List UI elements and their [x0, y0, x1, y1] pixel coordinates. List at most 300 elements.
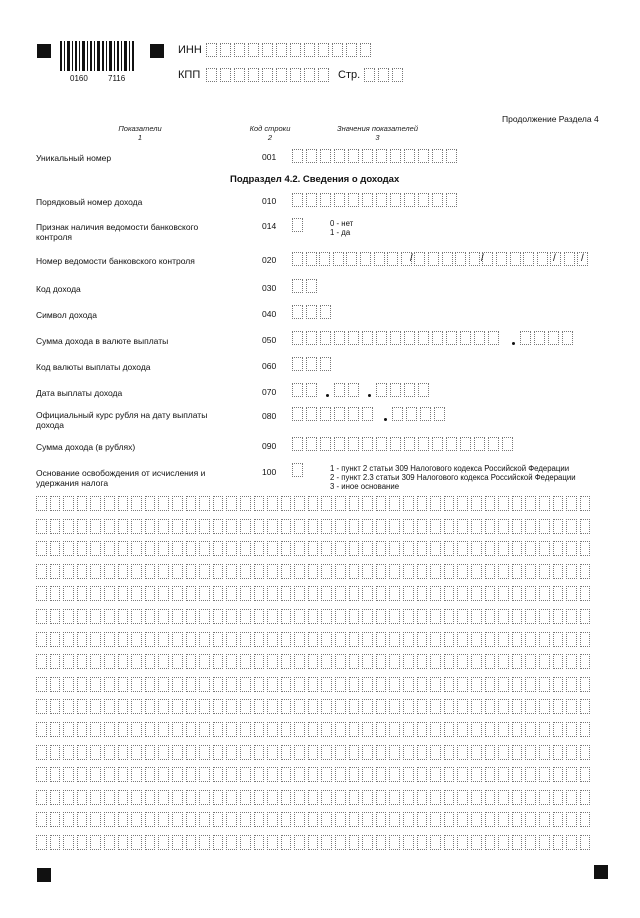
grid-cell[interactable]	[267, 632, 278, 647]
grid-cell[interactable]	[471, 722, 482, 737]
grid-cell[interactable]	[430, 496, 441, 511]
grid-cell[interactable]	[77, 790, 88, 805]
grid-cell[interactable]	[213, 496, 224, 511]
grid-cell[interactable]	[240, 586, 251, 601]
grid-cell[interactable]	[186, 790, 197, 805]
grid-cell[interactable]	[240, 677, 251, 692]
grid-cell[interactable]	[553, 496, 564, 511]
grid-cell[interactable]	[104, 564, 115, 579]
grid-cell[interactable]	[362, 745, 373, 760]
grid-cell[interactable]	[131, 790, 142, 805]
grid-cell[interactable]	[321, 586, 332, 601]
grid-cell[interactable]	[308, 745, 319, 760]
grid-cell[interactable]	[376, 609, 387, 624]
grid-cell[interactable]	[512, 767, 523, 782]
grid-cell[interactable]	[63, 564, 74, 579]
grid-cell[interactable]	[553, 835, 564, 850]
grid-cell[interactable]	[457, 812, 468, 827]
grid-cell[interactable]	[430, 654, 441, 669]
grid-cell[interactable]	[389, 632, 400, 647]
grid-cell[interactable]	[471, 767, 482, 782]
grid-cell[interactable]	[118, 519, 129, 534]
grid-cell[interactable]	[294, 496, 305, 511]
grid-cell[interactable]	[512, 790, 523, 805]
grid-cell[interactable]	[145, 790, 156, 805]
grid-cell[interactable]	[444, 496, 455, 511]
grid-cell[interactable]	[294, 564, 305, 579]
grid-cell[interactable]	[389, 722, 400, 737]
grid-cell[interactable]	[444, 519, 455, 534]
grid-cell[interactable]	[335, 519, 346, 534]
grid-cell[interactable]	[90, 519, 101, 534]
grid-row[interactable]	[36, 496, 590, 511]
grid-cell[interactable]	[512, 699, 523, 714]
grid-cell[interactable]	[213, 699, 224, 714]
row-050-fraction-cells[interactable]	[520, 331, 573, 345]
grid-cell[interactable]	[118, 722, 129, 737]
grid-cell[interactable]	[254, 722, 265, 737]
grid-cell[interactable]	[485, 609, 496, 624]
grid-cell[interactable]	[77, 767, 88, 782]
grid-cell[interactable]	[199, 790, 210, 805]
grid-cell[interactable]	[240, 745, 251, 760]
grid-cell[interactable]	[539, 835, 550, 850]
grid-cell[interactable]	[321, 745, 332, 760]
grid-cell[interactable]	[172, 519, 183, 534]
grid-cell[interactable]	[362, 835, 373, 850]
grid-cell[interactable]	[145, 496, 156, 511]
grid-cell[interactable]	[498, 745, 509, 760]
grid-cell[interactable]	[539, 790, 550, 805]
grid-cell[interactable]	[267, 677, 278, 692]
grid-cell[interactable]	[199, 745, 210, 760]
grid-cell[interactable]	[512, 745, 523, 760]
grid-cell[interactable]	[145, 767, 156, 782]
grid-cell[interactable]	[186, 722, 197, 737]
grid-cell[interactable]	[471, 677, 482, 692]
grid-cell[interactable]	[444, 767, 455, 782]
grid-cell[interactable]	[77, 632, 88, 647]
grid-cell[interactable]	[417, 564, 428, 579]
grid-cell[interactable]	[566, 699, 577, 714]
grid-cell[interactable]	[145, 586, 156, 601]
grid-cell[interactable]	[308, 722, 319, 737]
grid-cell[interactable]	[50, 519, 61, 534]
grid-cell[interactable]	[172, 541, 183, 556]
grid-cell[interactable]	[512, 564, 523, 579]
grid-cell[interactable]	[213, 767, 224, 782]
grid-cell[interactable]	[240, 541, 251, 556]
grid-cell[interactable]	[444, 790, 455, 805]
grid-cell[interactable]	[417, 812, 428, 827]
grid-cell[interactable]	[349, 496, 360, 511]
grid-cell[interactable]	[118, 699, 129, 714]
grid-cell[interactable]	[389, 767, 400, 782]
grid-cell[interactable]	[158, 564, 169, 579]
grid-cell[interactable]	[403, 541, 414, 556]
grid-cell[interactable]	[498, 541, 509, 556]
grid-cell[interactable]	[145, 632, 156, 647]
grid-cell[interactable]	[281, 609, 292, 624]
grid-cell[interactable]	[335, 677, 346, 692]
row-070-day-cells[interactable]	[292, 383, 317, 397]
grid-cell[interactable]	[50, 632, 61, 647]
grid-cell[interactable]	[349, 564, 360, 579]
grid-cell[interactable]	[145, 812, 156, 827]
grid-cell[interactable]	[77, 722, 88, 737]
grid-cell[interactable]	[308, 609, 319, 624]
grid-cell[interactable]	[118, 745, 129, 760]
grid-cell[interactable]	[553, 564, 564, 579]
grid-cell[interactable]	[172, 496, 183, 511]
grid-cell[interactable]	[254, 541, 265, 556]
grid-cell[interactable]	[172, 790, 183, 805]
grid-cell[interactable]	[580, 564, 591, 579]
grid-cell[interactable]	[471, 745, 482, 760]
grid-cell[interactable]	[213, 835, 224, 850]
grid-cell[interactable]	[294, 586, 305, 601]
grid-cell[interactable]	[199, 586, 210, 601]
grid-cell[interactable]	[267, 835, 278, 850]
grid-cell[interactable]	[308, 812, 319, 827]
grid-cell[interactable]	[349, 677, 360, 692]
grid-row[interactable]	[36, 812, 590, 827]
grid-cell[interactable]	[417, 632, 428, 647]
grid-cell[interactable]	[512, 586, 523, 601]
grid-cell[interactable]	[457, 677, 468, 692]
grid-cell[interactable]	[539, 609, 550, 624]
grid-cell[interactable]	[566, 835, 577, 850]
grid-cell[interactable]	[553, 586, 564, 601]
grid-cell[interactable]	[525, 745, 536, 760]
grid-cell[interactable]	[308, 790, 319, 805]
grid-cell[interactable]	[63, 699, 74, 714]
grid-cell[interactable]	[512, 677, 523, 692]
grid-cell[interactable]	[199, 496, 210, 511]
grid-cell[interactable]	[118, 496, 129, 511]
grid-cell[interactable]	[50, 699, 61, 714]
grid-cell[interactable]	[512, 722, 523, 737]
grid-cell[interactable]	[131, 609, 142, 624]
grid-row[interactable]	[36, 722, 590, 737]
grid-cell[interactable]	[498, 632, 509, 647]
grid-cell[interactable]	[77, 677, 88, 692]
grid-cell[interactable]	[308, 654, 319, 669]
grid-cell[interactable]	[77, 835, 88, 850]
grid-cell[interactable]	[226, 496, 237, 511]
grid-cell[interactable]	[444, 677, 455, 692]
grid-cell[interactable]	[362, 519, 373, 534]
grid-cell[interactable]	[444, 632, 455, 647]
grid-cell[interactable]	[172, 632, 183, 647]
grid-cell[interactable]	[90, 745, 101, 760]
grid-cell[interactable]	[118, 677, 129, 692]
grid-cell[interactable]	[417, 745, 428, 760]
grid-cell[interactable]	[539, 654, 550, 669]
grid-cell[interactable]	[512, 496, 523, 511]
grid-cell[interactable]	[226, 835, 237, 850]
grid-cell[interactable]	[63, 632, 74, 647]
grid-cell[interactable]	[389, 541, 400, 556]
grid-cell[interactable]	[485, 812, 496, 827]
grid-cell[interactable]	[226, 541, 237, 556]
grid-cell[interactable]	[580, 835, 591, 850]
grid-cell[interactable]	[104, 586, 115, 601]
grid-cell[interactable]	[512, 541, 523, 556]
grid-cell[interactable]	[50, 586, 61, 601]
grid-cell[interactable]	[389, 790, 400, 805]
grid-cell[interactable]	[118, 835, 129, 850]
grid-cell[interactable]	[417, 722, 428, 737]
grid-cell[interactable]	[90, 790, 101, 805]
grid-cell[interactable]	[226, 722, 237, 737]
grid-row[interactable]	[36, 541, 590, 556]
grid-cell[interactable]	[158, 632, 169, 647]
grid-cell[interactable]	[267, 767, 278, 782]
grid-cell[interactable]	[104, 632, 115, 647]
grid-cell[interactable]	[63, 722, 74, 737]
grid-cell[interactable]	[267, 496, 278, 511]
grid-cell[interactable]	[213, 541, 224, 556]
grid-cell[interactable]	[498, 722, 509, 737]
grid-cell[interactable]	[430, 790, 441, 805]
grid-cell[interactable]	[457, 790, 468, 805]
grid-cell[interactable]	[36, 835, 47, 850]
grid-cell[interactable]	[240, 654, 251, 669]
grid-cell[interactable]	[294, 677, 305, 692]
grid-cell[interactable]	[321, 541, 332, 556]
grid-cell[interactable]	[457, 632, 468, 647]
grid-cell[interactable]	[553, 632, 564, 647]
grid-cell[interactable]	[539, 541, 550, 556]
grid-cell[interactable]	[90, 564, 101, 579]
grid-cell[interactable]	[36, 699, 47, 714]
grid-cell[interactable]	[281, 564, 292, 579]
grid-cell[interactable]	[444, 541, 455, 556]
grid-cell[interactable]	[403, 609, 414, 624]
grid-cell[interactable]	[104, 699, 115, 714]
grid-cell[interactable]	[403, 812, 414, 827]
grid-cell[interactable]	[158, 812, 169, 827]
grid-cell[interactable]	[50, 496, 61, 511]
grid-cell[interactable]	[525, 835, 536, 850]
row-050-cells[interactable]	[292, 331, 499, 345]
grid-cell[interactable]	[417, 699, 428, 714]
grid-cell[interactable]	[63, 790, 74, 805]
grid-cell[interactable]	[254, 677, 265, 692]
grid-cell[interactable]	[335, 632, 346, 647]
grid-cell[interactable]	[36, 541, 47, 556]
grid-cell[interactable]	[267, 541, 278, 556]
grid-cell[interactable]	[294, 767, 305, 782]
grid-cell[interactable]	[362, 586, 373, 601]
grid-cell[interactable]	[580, 586, 591, 601]
grid-cell[interactable]	[63, 541, 74, 556]
grid-cell[interactable]	[580, 609, 591, 624]
grid-cell[interactable]	[498, 835, 509, 850]
grid-cell[interactable]	[512, 812, 523, 827]
grid-cell[interactable]	[131, 745, 142, 760]
grid-cell[interactable]	[471, 835, 482, 850]
grid-cell[interactable]	[498, 496, 509, 511]
grid-cell[interactable]	[50, 564, 61, 579]
grid-cell[interactable]	[104, 677, 115, 692]
grid-cell[interactable]	[267, 609, 278, 624]
grid-cell[interactable]	[430, 835, 441, 850]
row-080-fraction-cells[interactable]	[392, 407, 445, 421]
grid-cell[interactable]	[145, 677, 156, 692]
grid-cell[interactable]	[580, 790, 591, 805]
grid-cell[interactable]	[525, 677, 536, 692]
grid-cell[interactable]	[254, 586, 265, 601]
grid-cell[interactable]	[90, 722, 101, 737]
grid-cell[interactable]	[172, 564, 183, 579]
grid-cell[interactable]	[525, 767, 536, 782]
grid-cell[interactable]	[539, 722, 550, 737]
grid-cell[interactable]	[566, 496, 577, 511]
grid-cell[interactable]	[430, 519, 441, 534]
grid-cell[interactable]	[321, 835, 332, 850]
grid-cell[interactable]	[525, 699, 536, 714]
grid-cell[interactable]	[172, 609, 183, 624]
grid-row[interactable]	[36, 609, 590, 624]
grid-cell[interactable]	[90, 632, 101, 647]
grid-cell[interactable]	[294, 790, 305, 805]
grid-cell[interactable]	[566, 654, 577, 669]
grid-cell[interactable]	[335, 496, 346, 511]
grid-cell[interactable]	[267, 654, 278, 669]
grid-cell[interactable]	[50, 677, 61, 692]
grid-cell[interactable]	[362, 722, 373, 737]
grid-cell[interactable]	[308, 767, 319, 782]
grid-cell[interactable]	[213, 586, 224, 601]
grid-cell[interactable]	[172, 767, 183, 782]
grid-cell[interactable]	[294, 722, 305, 737]
grid-cell[interactable]	[77, 586, 88, 601]
grid-cell[interactable]	[50, 835, 61, 850]
grid-row[interactable]	[36, 632, 590, 647]
grid-cell[interactable]	[158, 722, 169, 737]
grid-cell[interactable]	[321, 722, 332, 737]
grid-cell[interactable]	[226, 632, 237, 647]
grid-cell[interactable]	[267, 564, 278, 579]
grid-cell[interactable]	[186, 632, 197, 647]
grid-cell[interactable]	[308, 541, 319, 556]
grid-cell[interactable]	[240, 632, 251, 647]
grid-cell[interactable]	[145, 699, 156, 714]
grid-cell[interactable]	[294, 745, 305, 760]
grid-cell[interactable]	[199, 767, 210, 782]
grid-cell[interactable]	[36, 812, 47, 827]
grid-cell[interactable]	[553, 677, 564, 692]
grid-cell[interactable]	[566, 745, 577, 760]
grid-cell[interactable]	[321, 609, 332, 624]
grid-cell[interactable]	[36, 586, 47, 601]
grid-cell[interactable]	[321, 519, 332, 534]
grid-cell[interactable]	[131, 586, 142, 601]
grid-cell[interactable]	[240, 519, 251, 534]
grid-cell[interactable]	[457, 564, 468, 579]
grid-cell[interactable]	[294, 699, 305, 714]
grid-cell[interactable]	[349, 790, 360, 805]
grid-cell[interactable]	[281, 835, 292, 850]
grid-cell[interactable]	[240, 812, 251, 827]
grid-cell[interactable]	[403, 564, 414, 579]
grid-cell[interactable]	[172, 699, 183, 714]
grid-cell[interactable]	[281, 586, 292, 601]
grid-cell[interactable]	[457, 519, 468, 534]
grid-cell[interactable]	[457, 609, 468, 624]
grid-cell[interactable]	[90, 699, 101, 714]
grid-cell[interactable]	[580, 541, 591, 556]
grid-cell[interactable]	[362, 496, 373, 511]
grid-cell[interactable]	[104, 519, 115, 534]
row-040-cells[interactable]	[292, 305, 331, 319]
grid-cell[interactable]	[226, 677, 237, 692]
grid-cell[interactable]	[525, 632, 536, 647]
grid-cell[interactable]	[50, 609, 61, 624]
grid-cell[interactable]	[321, 767, 332, 782]
grid-cell[interactable]	[512, 835, 523, 850]
grid-cell[interactable]	[403, 722, 414, 737]
grid-cell[interactable]	[226, 699, 237, 714]
grid-cell[interactable]	[158, 541, 169, 556]
grid-cell[interactable]	[566, 812, 577, 827]
grid-cell[interactable]	[485, 496, 496, 511]
grid-cell[interactable]	[444, 654, 455, 669]
grid-cell[interactable]	[349, 722, 360, 737]
grid-cell[interactable]	[580, 496, 591, 511]
grid-cell[interactable]	[308, 835, 319, 850]
grid-cell[interactable]	[403, 586, 414, 601]
grid-cell[interactable]	[376, 812, 387, 827]
grid-cell[interactable]	[36, 767, 47, 782]
grid-cell[interactable]	[321, 654, 332, 669]
grid-cell[interactable]	[213, 722, 224, 737]
grid-cell[interactable]	[104, 812, 115, 827]
grid-cell[interactable]	[158, 790, 169, 805]
grid-cell[interactable]	[63, 654, 74, 669]
grid-cell[interactable]	[566, 767, 577, 782]
grid-cell[interactable]	[512, 654, 523, 669]
grid-cell[interactable]	[376, 745, 387, 760]
grid-cell[interactable]	[485, 699, 496, 714]
kpp-cells[interactable]	[206, 68, 329, 82]
grid-cell[interactable]	[471, 632, 482, 647]
grid-cell[interactable]	[417, 496, 428, 511]
grid-cell[interactable]	[498, 677, 509, 692]
grid-cell[interactable]	[580, 519, 591, 534]
grid-cell[interactable]	[158, 767, 169, 782]
grid-cell[interactable]	[444, 564, 455, 579]
grid-cell[interactable]	[444, 745, 455, 760]
grid-cell[interactable]	[118, 564, 129, 579]
grid-cell[interactable]	[281, 654, 292, 669]
grid-cell[interactable]	[213, 609, 224, 624]
grid-cell[interactable]	[525, 564, 536, 579]
grid-cell[interactable]	[281, 767, 292, 782]
grid-cell[interactable]	[186, 609, 197, 624]
grid-cell[interactable]	[430, 609, 441, 624]
row-010-cells[interactable]	[292, 193, 457, 207]
grid-cell[interactable]	[553, 722, 564, 737]
grid-cell[interactable]	[172, 745, 183, 760]
grid-cell[interactable]	[36, 654, 47, 669]
grid-cell[interactable]	[104, 541, 115, 556]
grid-cell[interactable]	[335, 812, 346, 827]
grid-cell[interactable]	[417, 519, 428, 534]
grid-cell[interactable]	[376, 835, 387, 850]
